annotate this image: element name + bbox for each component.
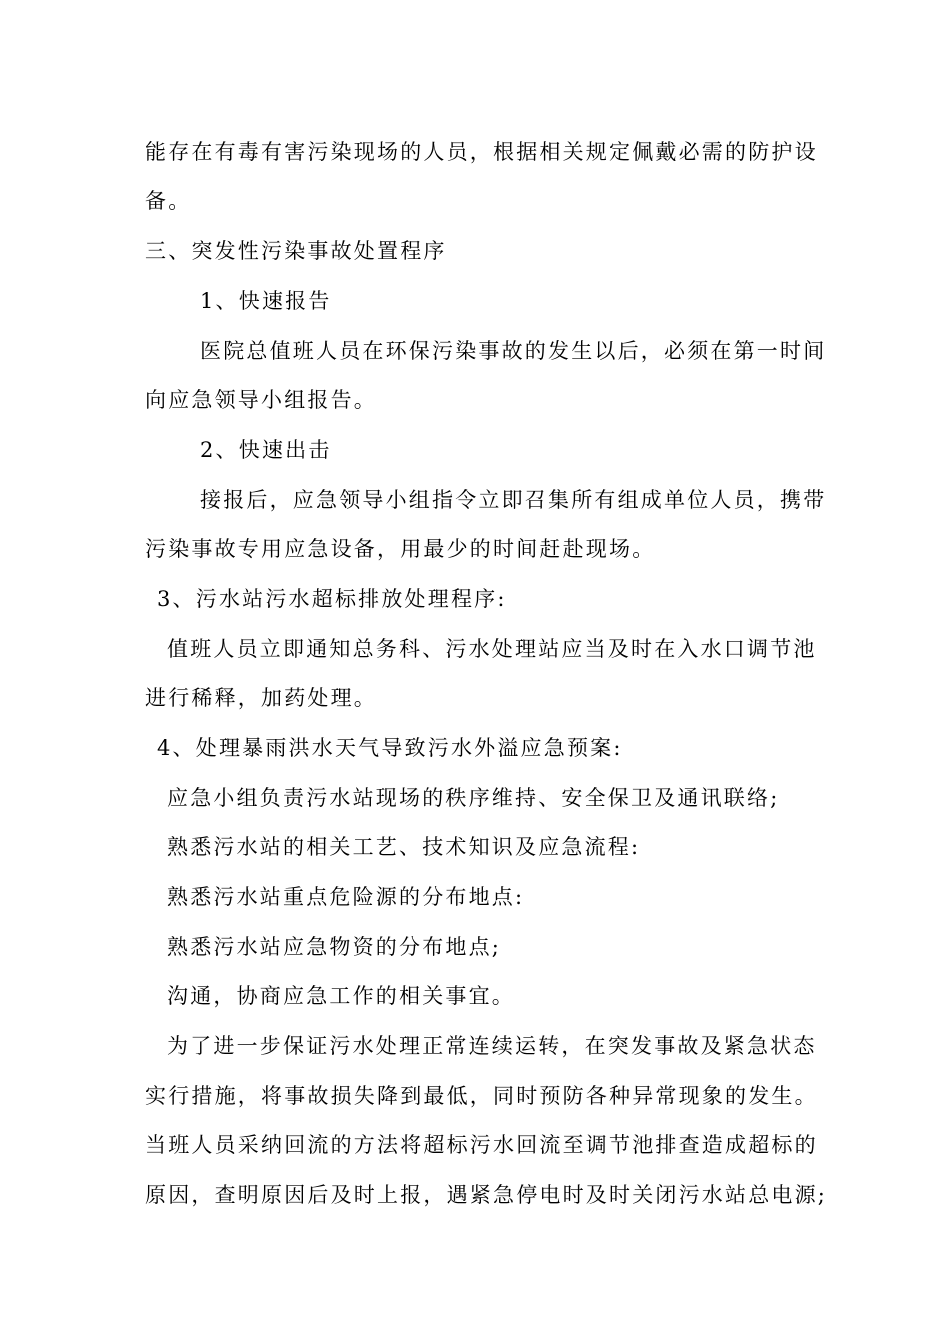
subsection-heading: 1、快速报告 xyxy=(200,289,332,313)
paragraph-line: 当班人员采纳回流的方法将超标污水回流至调节池排查造成超标的 xyxy=(145,1133,818,1157)
list-item: 熟悉污水站应急物资的分布地点; xyxy=(167,935,502,959)
paragraph-line: 进行稀释，加药处理。 xyxy=(145,686,377,710)
paragraph-line: 为了进一步保证污水处理正常连续运转，在突发事故及紧急状态 xyxy=(167,1034,817,1058)
paragraph-line: 备。 xyxy=(145,189,192,213)
paragraph-line: 能存在有毒有害污染现场的人员，根据相关规定佩戴必需的防护设 xyxy=(145,140,818,164)
paragraph-line: 实行措施，将事故损失降到最低，同时预防各种异常现象的发生。 xyxy=(145,1084,818,1108)
list-item: 熟悉污水站重点危险源的分布地点: xyxy=(167,885,525,909)
section-heading: 三、突发性污染事故处置程序 xyxy=(145,239,447,263)
paragraph-line: 医院总值班人员在环保污染事故的发生以后，必须在第一时间 xyxy=(200,339,827,363)
paragraph-line: 原因，查明原因后及时上报，遇紧急停电时及时关闭污水站总电源; xyxy=(145,1183,828,1207)
paragraph-line: 污染事故专用应急设备，用最少的时间赶赴现场。 xyxy=(145,537,656,561)
paragraph-line: 接报后，应急领导小组指令立即召集所有组成单位人员，携带 xyxy=(200,488,827,512)
list-item: 熟悉污水站的相关工艺、技术知识及应急流程: xyxy=(167,835,641,859)
paragraph-line: 向应急领导小组报告。 xyxy=(145,388,377,412)
subsection-heading: 2、快速出击 xyxy=(200,438,332,462)
list-item: 应急小组负责污水站现场的秩序维持、安全保卫及通讯联络; xyxy=(167,786,780,810)
paragraph-line: 值班人员立即通知总务科、污水处理站应当及时在入水口调节池 xyxy=(167,637,817,661)
list-item: 沟通，协商应急工作的相关事宜。 xyxy=(167,984,515,1008)
subsection-heading: 3、污水站污水超标排放处理程序: xyxy=(157,587,507,611)
subsection-heading: 4、处理暴雨洪水天气导致污水外溢应急预案: xyxy=(157,736,623,760)
